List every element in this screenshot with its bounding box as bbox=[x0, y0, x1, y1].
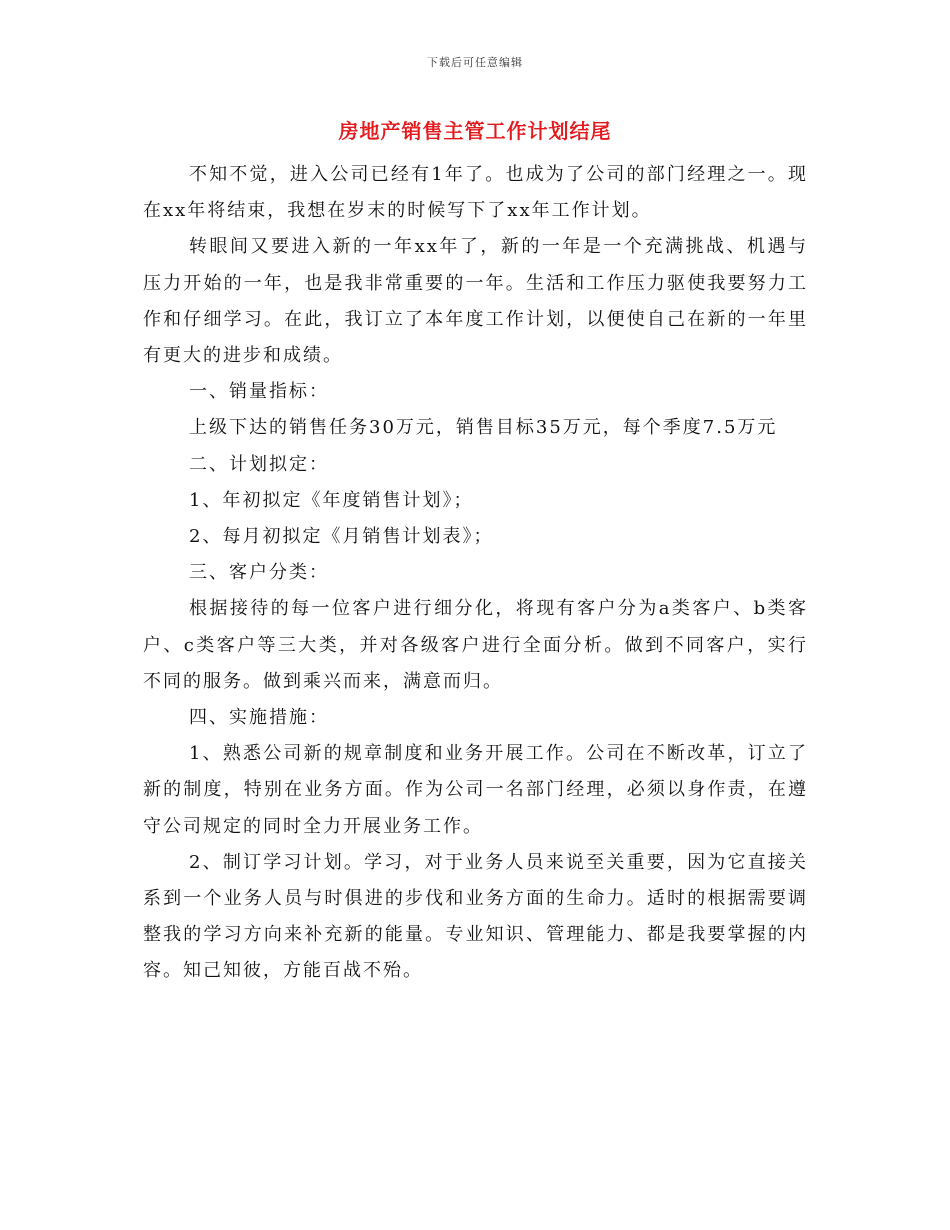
list-item-study-plan: 2、制订学习计划。学习，对于业务人员来说至关重要，因为它直接关系到一个业务人员与时俱进的步伐和业务方面的生命力。适时的根据需要调整我的学习方向来补充新的能量。专业知识、管理能力、都是我要掌握的内容。知己知彼，方能百战不殆。 bbox=[143, 851, 808, 982]
section-heading-customers: 三、客户分类： bbox=[189, 562, 329, 584]
section-heading-sales-target: 一、销量指标： bbox=[189, 381, 329, 403]
paragraph-sales-target: 上级下达的销售任务30万元，销售目标35万元，每个季度7.5万元 bbox=[189, 417, 778, 439]
list-item-rules: 1、熟悉公司新的规章制度和业务开展工作。公司在不断改革，订立了新的制度，特别在业务方面。作为公司一名部门经理，必须以身作责，在遵守公司规定的同时全力开展业务工作。 bbox=[143, 743, 808, 837]
list-item-annual-plan: 1、年初拟定《年度销售计划》； bbox=[189, 489, 474, 511]
document-title: 房地产销售主管工作计划结尾 bbox=[338, 119, 612, 143]
section-heading-plan: 二、计划拟定： bbox=[189, 453, 329, 475]
paragraph-new-year: 转眼间又要进入新的一年xx年了，新的一年是一个充满挑战、机遇与压力开始的一年，也是我非常重要的一年。生活和工作压力驱使我要努力工作和仔细学习。在此，我订立了本年度工作计划，以便使自己在新的一年里有更大的进步和成绩。 bbox=[143, 236, 808, 367]
paragraph-customers: 根据接待的每一位客户进行细分化，将现有客户分为a类客户、b类客户、c类客户等三大类，并对各级客户进行全面分析。做到不同客户，实行不同的服务。做到乘兴而来，满意而归。 bbox=[143, 598, 808, 692]
document-body bbox=[143, 157, 808, 990]
section-heading-measures: 四、实施措施： bbox=[189, 707, 329, 729]
header-note: 下载后可任意编辑 bbox=[427, 56, 523, 69]
list-item-monthly-plan: 2、每月初拟定《月销售计划表》； bbox=[189, 526, 494, 548]
paragraph-intro: 不知不觉，进入公司已经有1年了。也成为了公司的部门经理之一。现在xx年将结束，我想在岁末的时候写下了xx年工作计划。 bbox=[143, 164, 808, 222]
